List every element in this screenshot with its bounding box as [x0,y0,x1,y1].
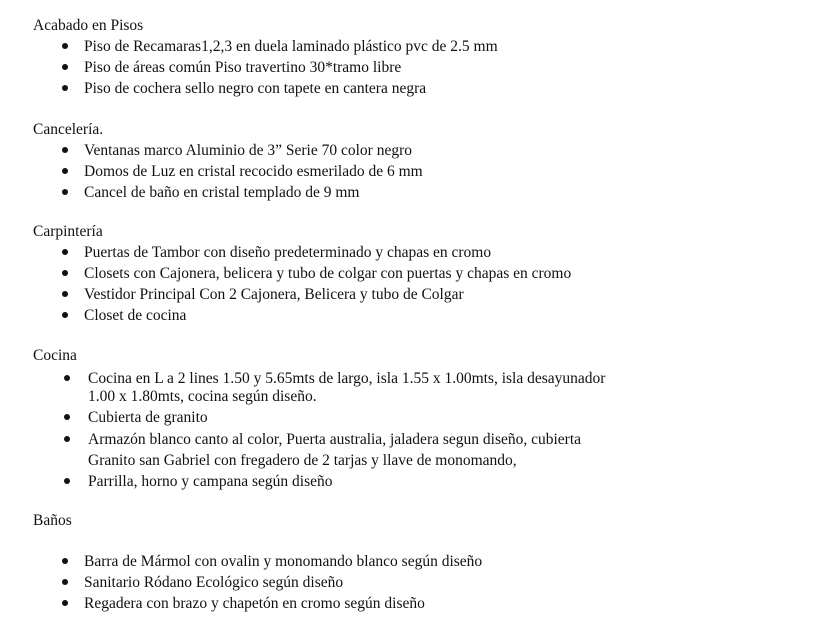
bullet-icon [62,270,68,276]
section-heading-banos: Baños [33,512,72,529]
list-item: Closet de cocina [84,307,187,324]
list-item: Ventanas marco Aluminio de 3” Serie 70 color negro [84,142,412,159]
bullet-icon [62,579,68,585]
list-item: Piso de áreas común Piso travertino 30*tramo libre [84,59,402,76]
list-item: Parrilla, horno y campana según diseño [88,473,333,490]
bullet-icon [62,600,68,606]
list-item: Barra de Mármol con ovalin y monomando blanco según diseño [84,553,483,570]
bullet-icon [64,414,70,420]
bullet-icon [62,249,68,255]
list-item: Regadera con brazo y chapetón en cromo según diseño [84,595,425,612]
bullet-icon [62,558,68,564]
list-item: Sanitario Ródano Ecológico según diseño [84,574,344,591]
bullet-icon [62,291,68,297]
section-heading-canceleria: Cancelería. [33,121,104,138]
bullet-icon [62,64,68,70]
list-item-continuation: 1.00 x 1.80mts, cocina según diseño. [88,388,317,405]
bullet-icon [64,375,70,381]
list-item: Armazón blanco canto al color, Puerta australia, jaladera segun diseño, cubierta [88,431,582,448]
list-item: Cancel de baño en cristal templado de 9 mm [84,184,360,201]
list-item: Puertas de Tambor con diseño predeterminado y chapas en cromo [84,244,492,261]
bullet-icon [62,168,68,174]
section-heading-cocina: Cocina [33,347,77,364]
bullet-icon [62,189,68,195]
section-heading-carpinteria: Carpintería [33,223,103,240]
bullet-icon [64,478,70,484]
list-item: Closets con Cajonera, belicera y tubo de colgar con puertas y chapas en cromo [84,265,572,282]
list-item: Cubierta de granito [88,409,208,426]
list-item: Piso de cochera sello negro con tapete en cantera negra [84,80,427,97]
list-item: Vestidor Principal Con 2 Cajonera, Belicera y tubo de Colgar [84,286,464,303]
bullet-icon [62,43,68,49]
list-item: Piso de Recamaras1,2,3 en duela laminado plástico pvc de 2.5 mm [84,38,498,55]
list-item: Cocina en L a 2 lines 1.50 y 5.65mts de largo, isla 1.55 x 1.00mts, isla desayunador [88,370,606,387]
bullet-icon [62,312,68,318]
bullet-icon [64,436,70,442]
list-item: Domos de Luz en cristal recocido esmerilado de 6 mm [84,163,423,180]
bullet-icon [62,147,68,153]
list-item-continuation: Granito san Gabriel con fregadero de 2 tarjas y llave de monomando, [88,452,517,469]
section-heading-acabado-pisos: Acabado en Pisos [33,17,144,34]
bullet-icon [62,85,68,91]
